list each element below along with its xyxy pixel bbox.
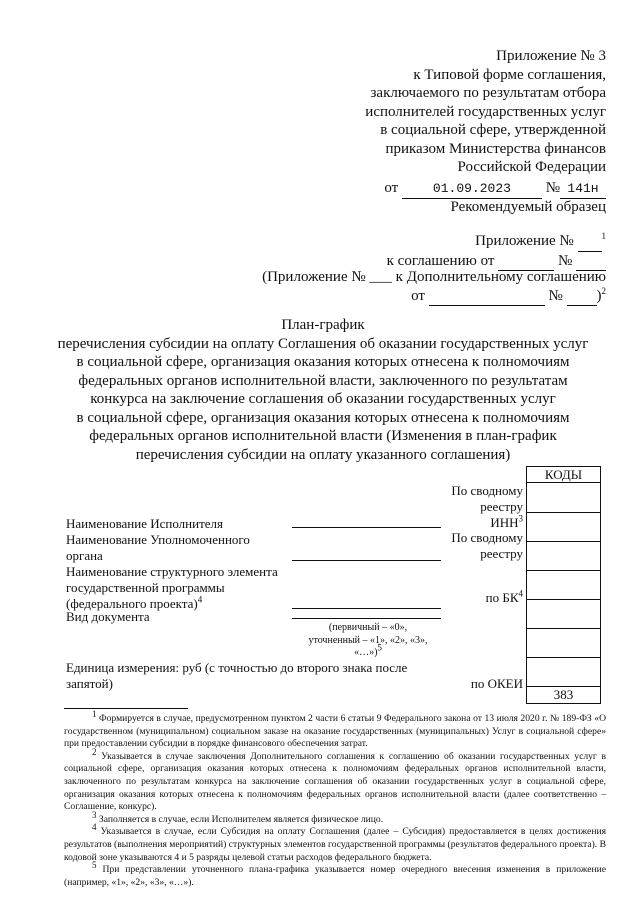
codes-table	[526, 466, 601, 704]
field-unit-label: Единица измерения: руб (с точностью до второго знака после запятой)	[66, 660, 408, 691]
codes-header: КОДЫ	[544, 467, 583, 482]
attachment-title: Приложение № $^1$	[226, 232, 606, 252]
doc-type-hint: (первичный – «0», уточненный – «1», «2», «3», «…»)$^5$	[308, 622, 428, 658]
footnote: $^3$ Заполняется в случае, если Исполнителем является физическое лицо.	[92, 809, 384, 825]
sample-label: Рекомендуемый образец	[450, 199, 606, 215]
code-cell-okei: 383	[527, 686, 600, 703]
attachment-block	[226, 232, 606, 271]
label-bk: по $БК^4$	[485, 588, 523, 605]
code-cell-doc-type[interactable]	[527, 628, 600, 657]
plan-title-line: перечисления субсидии на оплату Соглашения об оказании государственных услуг	[57, 335, 589, 352]
field-struct-line[interactable]	[292, 608, 441, 609]
footnote: $^4$ Указывается в случае, если Субсидия на оплату Соглашения (далее – Субсидия) предоставляется в целях достижения результатов (выполнения мероприятий) структурных элементов государственной программы (результатов федерального проекта). В кодовой зоне указываются 4 и 5 разряды целевой статьи расходов федерального бюджета.	[64, 822, 606, 863]
additional-from-line: от № )$^2$	[206, 287, 606, 307]
appendix-line: заключаемого по результатам отбора	[370, 85, 606, 101]
appendix-line: приказом Министерства финансов	[385, 140, 606, 157]
plan-title-line: в социальной сфере, организация оказания которых отнесена к полномочиям	[76, 354, 570, 370]
additional-agreement-block	[206, 268, 606, 306]
appendix-line: к Типовой форме соглашения,	[413, 66, 606, 83]
appendix-line: Российской Федерации	[457, 159, 606, 175]
field-executor-label: Наименование Исполнителя	[66, 516, 224, 531]
order-number: 141н	[560, 180, 606, 200]
field-struct-label: Наименование структурного элемента государственной программы (федерального проекта)$^4$	[66, 564, 278, 611]
label-registry-1: По сводному реестру ИНН$^3$	[451, 483, 523, 530]
order-date-line: от 01.09.2023 № 141н	[286, 179, 606, 200]
field-doc-type-line[interactable]	[292, 618, 441, 619]
field-authorized-label: Наименование Уполномоченного органа	[66, 532, 250, 563]
appendix-title: Приложение № 3	[496, 48, 606, 64]
plan-title-line: конкурса на заключение соглашения об оказании государственных услуг	[90, 391, 556, 407]
plan-title-line: в социальной сфере, организация оказания которых отнесена к полномочиям	[76, 409, 570, 426]
field-authorized-line[interactable]	[292, 560, 441, 561]
plan-title-line: перечисления субсидии на оплату указанного соглашения)	[135, 446, 511, 463]
footnotes	[64, 708, 607, 889]
field-executor-line[interactable]	[292, 527, 441, 528]
footnote-separator	[64, 708, 188, 709]
plan-title: План-график	[281, 317, 365, 333]
agreement-line: к соглашению от №	[226, 252, 606, 272]
code-cell-inn[interactable]	[527, 512, 600, 541]
plan-title-line: федеральных органов исполнительной власти, заключенного по результатам	[78, 372, 568, 389]
code-cell-registry-1[interactable]	[527, 482, 600, 512]
order-date: 01.09.2023	[402, 180, 542, 200]
appendix-header	[286, 47, 606, 199]
appendix-line: в социальной сфере, утвержденной	[380, 122, 606, 138]
footnote: $^1$ Формируется в случае, предусмотренном пунктом 2 части 6 статьи 9 Федерального закона от 13 июля 2020 г. № 189-ФЗ «О государственном (муниципальном) социальном заказе на оказание государственных (муниципальных) Услуг в социальной сфере» при предоставлении субсидии в порядке финансового обеспечения затрат.	[64, 708, 606, 750]
code-cell-bk-a[interactable]	[527, 570, 600, 599]
label-okei: по ОКЕИ	[470, 676, 523, 691]
footnote: $^2$ Указывается в случае заключения Дополнительного соглашения к соглашению об оказании государственных услуг в социальной сфере, организация оказания которых отнесена к полномочиям федеральных органов исполнительной власти, заключенного по результатам конкурса на заключение соглашения об оказании государственных услуг в социальной сфере, организация оказания которых отнесена к полномочиям федеральных органов исполнительной власти (далее соответственно – Соглашение, конкурс).	[64, 746, 607, 813]
footnote: $^5$ При представлении уточненного плана-графика указывается номер очередного внесения изменения в приложение (например, «1», «2», «3», «…»).	[64, 859, 606, 888]
additional-agreement-line: (Приложение № ___ к Дополнительному соглашению	[262, 269, 606, 285]
plan-title-block	[40, 316, 606, 464]
plan-title-line: федеральных органов исполнительной власти (Изменения в план-график	[89, 428, 557, 444]
code-cell-bk-b[interactable]	[527, 599, 600, 628]
code-cell-extra[interactable]	[527, 657, 600, 686]
code-cell-registry-2[interactable]	[527, 541, 600, 570]
appendix-line: исполнителей государственных услуг	[365, 103, 606, 120]
field-doc-type-label: Вид документа	[66, 609, 150, 624]
label-registry-2: По сводному реестру	[451, 530, 523, 561]
